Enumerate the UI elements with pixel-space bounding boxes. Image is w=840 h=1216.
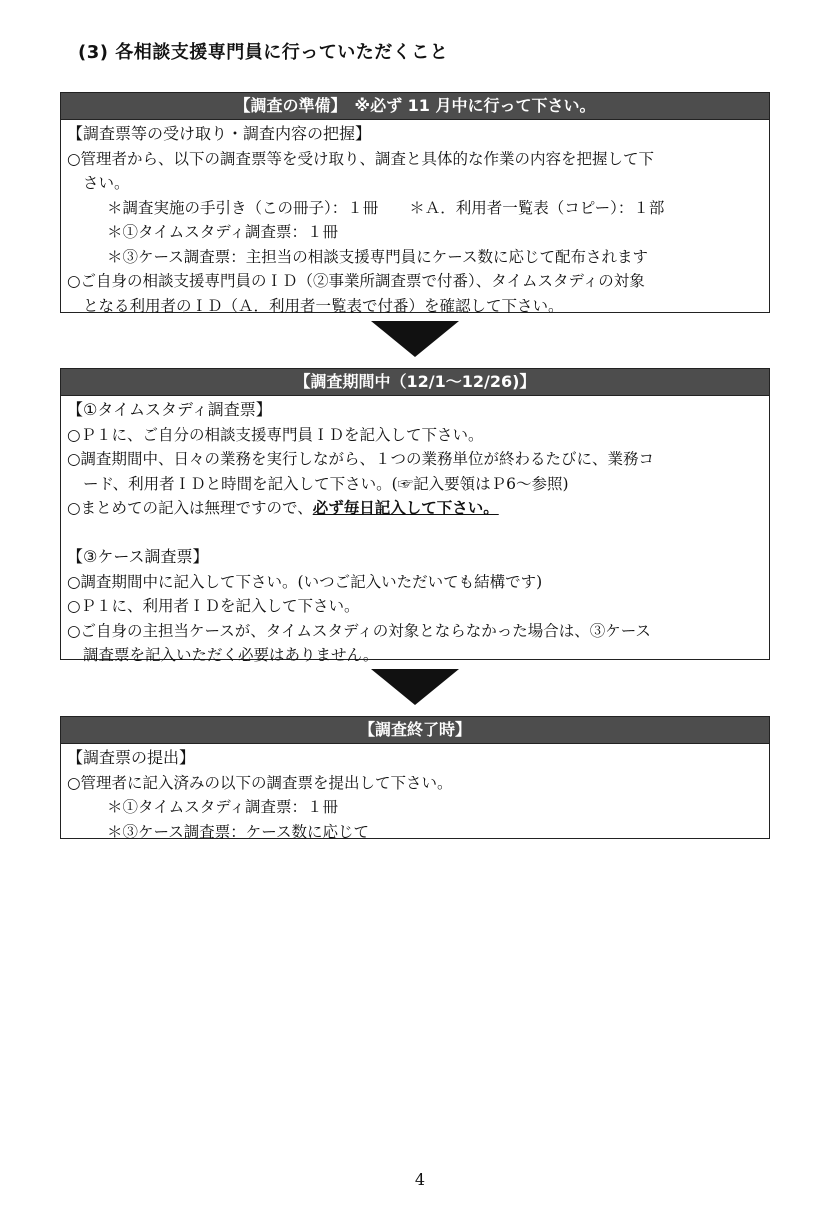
survey-period-header: 【調査期間中（12/1～12/26)】 [61,369,769,396]
down-arrow-icon [371,321,459,357]
box-heading: 【調査票等の受け取り・調査内容の把握】 [67,124,372,143]
page-number: 4 [414,1170,426,1189]
emphasis-text: 必ず毎日記入して下さい。 [312,499,499,517]
survey-end-box [60,716,770,839]
instruction-continuation: ード、利用者ＩＤと時間を記入して下さい。(☞記入要領はＰ6～参照) [83,474,569,493]
preparation-box [60,92,770,313]
survey-end-body [61,744,769,846]
item-line: ＊調査実施の手引き（この冊子）：１冊 ＊Ａ．利用者一覧表（コピー）：１部 [107,198,665,217]
instruction-continuation: さい。 [83,174,130,192]
survey-period-box [60,368,770,664]
instruction-line: ○ご自身の相談支援専門員のＩＤ（②事業所調査票で付番）、タイムスタディの対象 [67,272,645,290]
instruction-line: ○Ｐ１に、利用者ＩＤを記入して下さい。 [67,597,360,615]
down-arrow-icon [371,669,459,705]
spacer [67,521,769,546]
item-line: ＊①タイムスタディ調査票：１冊 [107,223,338,241]
instruction-line: ○調査期間中、日々の業務を実行しながら、１つの業務単位が終わるたびに、業務コ [67,450,655,468]
item-line: ＊③ケース調査票：ケース数に応じて [107,822,369,841]
item-line: ＊③ケース調査票：主担当の相談支援専門員にケース数に応じて配布されます [107,247,648,266]
survey-end-header: 【調査終了時】 [61,717,769,744]
instruction-line: ○管理者に記入済みの以下の調査票を提出して下さい。 [67,773,453,792]
instruction-text: ○まとめての記入は無理ですので、 [67,499,313,517]
instruction-line [67,496,769,521]
instruction-continuation: 調査票を記入いただく必要はありません。 [83,646,379,664]
box-heading: 【①タイムスタディ調査票】 [67,400,272,419]
preparation-body [61,120,769,320]
instruction-line: ○Ｐ１に、ご自分の相談支援専門員ＩＤを記入して下さい。 [67,425,484,444]
instruction-line: ○管理者から、以下の調査票等を受け取り、調査と具体的な作業の内容を把握して下 [67,149,655,168]
survey-period-body [61,396,769,670]
instruction-line: ○ご自身の主担当ケースが、タイムスタディの対象とならなかった場合は、③ケース [67,621,651,640]
box-heading: 【③ケース調査票】 [67,547,209,566]
preparation-header: 【調査の準備】 ※必ず 11 月中に行って下さい。 [61,93,769,120]
instruction-continuation: となる利用者のＩＤ（Ａ．利用者一覧表で付番）を確認して下さい。 [83,296,564,315]
section-title: (3) 各相談支援専門員に行っていただくこと [78,42,449,63]
box-heading: 【調査票の提出】 [67,748,196,767]
item-line: ＊①タイムスタディ調査票：１冊 [107,798,338,816]
instruction-line: ○調査期間中に記入して下さい。(いつご記入いただいても結構です) [67,572,543,591]
